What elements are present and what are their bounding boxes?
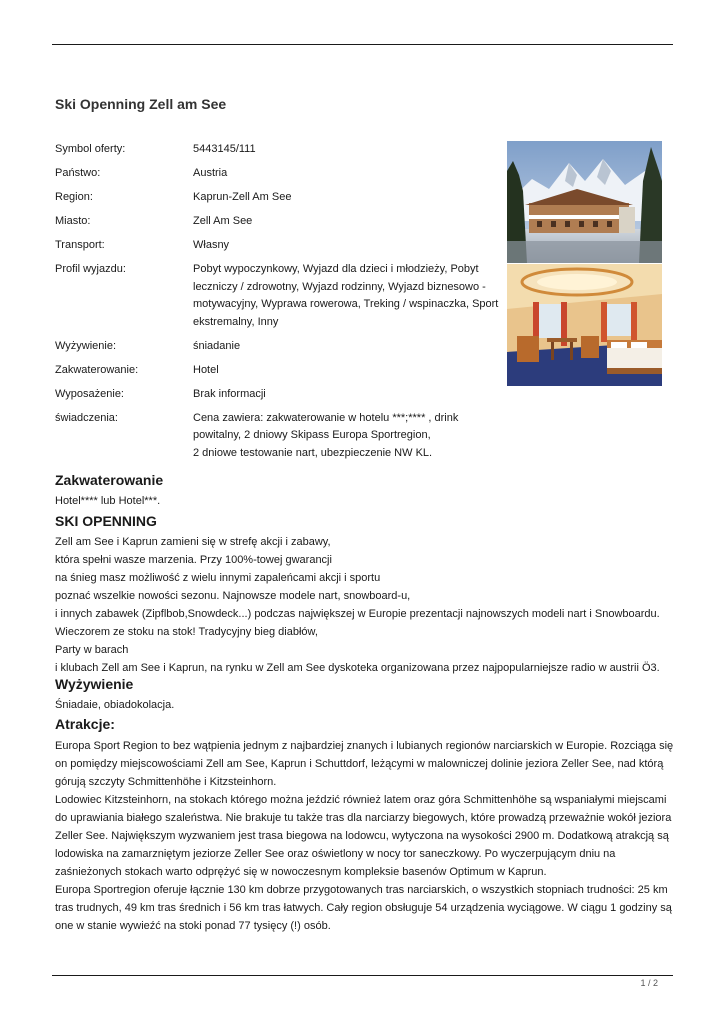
detail-value: 5443145/111 <box>193 143 256 155</box>
detail-label: świadczenia: <box>55 411 118 424</box>
board-text: Śniadaie, obiadokolacja. <box>55 699 175 711</box>
detail-row-symbol <box>55 141 501 159</box>
detail-value: Kaprun-Zell Am See <box>193 191 292 203</box>
hotel-room-photo <box>507 264 662 386</box>
detail-value: Austria <box>193 167 228 179</box>
bottom-rule <box>52 975 673 976</box>
detail-value: Cena zawiera: zakwaterowanie w hotelu ***;**** , drink powitalny, 2 dniowy Skipass Europa Sportregion, 2 dniowe testowanie nart, ubezpieczenie NW KL. <box>193 411 459 459</box>
detail-label: Symbol oferty: <box>55 143 126 155</box>
hotel-exterior-photo <box>507 141 662 263</box>
accommodation-text: Hotel**** lub Hotel***. <box>55 495 161 507</box>
detail-label: Wyposażenie: <box>55 387 124 400</box>
detail-row-city <box>55 213 501 231</box>
page-number: 1 / 2 <box>640 978 658 988</box>
detail-label: Zakwaterowanie: <box>55 363 139 376</box>
detail-label: Region: <box>55 191 93 203</box>
detail-label: Profil wyjazdu: <box>55 263 126 275</box>
detail-value: śniadanie <box>193 339 241 352</box>
detail-row-trip-profile <box>55 261 501 331</box>
attractions-text: Europa Sport Region to bez wątpienia jednym z najbardziej znanych i lubianych regionów narciarskich w Europie. Rozciąga się on pomiędzy miejscowościami Zell am See, Kaprun i Schuttdorf, leżącymi w malowniczej dolinie jeziora Zeller See, nad którą górują szczyty Schmittenhöhe i Kitzsteinhorn. Lodowiec Kitzsteinhorn, na stokach którego można jeździć również latem oraz góra Schmittenhöhe są wspaniałymi miejscami do uprawiania białego szaleństwa. Nie brakuje tu także tras dla narciarzy biegowych, które prowadzą przeważnie wokół jeziora Zeller See. Największym wyzwaniem jest trasa biegowa na lodowcu, wytyczona na wysokości 2900 m. Dodatkową atrakcją są lodowiska na zamarzniętym jeziorze Zeller See oraz oświetlony w nocy tor saneczkowy. Po wyczerpującym dniu na zaśnieżonych stokach warto odprężyć się w nowoczesnym kompleksie basenów Optimum w Kaprun. Europa Sportregion oferuje łącznie 130 km dobrze przygotowanych tras narciarskich, o wszystkich stopniach trudności: 25 km tras trudnych, 49 km tras średnich i 56 km tras łatwych. Cały region obsługuje 54 urządzenia wyciągowe. W ciągu 1 godziny są one w stanie wywieźć na stoki ponad 77 tysięcy (!) osób. <box>55 740 674 932</box>
accommodation-heading: Zakwaterowanie <box>55 472 164 488</box>
detail-value: Hotel <box>193 363 219 376</box>
detail-value: Brak informacji <box>193 387 266 400</box>
board-heading: Wyżywienie <box>55 676 134 692</box>
detail-row-equipment <box>55 386 501 404</box>
detail-row-services <box>55 410 501 463</box>
detail-row-accommodation <box>55 362 501 380</box>
detail-row-board <box>55 338 501 356</box>
detail-value: Pobyt wypoczynkowy, Wyjazd dla dzieci i młodzieży, Pobyt leczniczy / zdrowotny, Wyjazd rodzinny, Wyjazd biznesowo - motywacyjny, Wyprawa rowerowa, Treking / wspinaczka, Sport ekstremalny, Inny <box>193 263 499 328</box>
detail-row-region <box>55 189 501 207</box>
detail-label: Wyżywienie: <box>55 339 117 352</box>
detail-value: Własny <box>193 239 230 251</box>
detail-row-country <box>55 165 501 183</box>
detail-label: Miasto: <box>55 215 91 227</box>
ski-openning-heading: SKI OPENNING <box>55 513 157 529</box>
offer-details-table <box>55 141 501 469</box>
page-title: Ski Openning Zell am See <box>55 96 227 112</box>
detail-label: Państwo: <box>55 167 101 179</box>
detail-row-transport <box>55 237 501 255</box>
attractions-heading: Atrakcje: <box>55 716 115 732</box>
ski-openning-text: Zell am See i Kaprun zamieni się w strefę akcji i zabawy, która spełni wasze marzenia. Przy 100%-towej gwarancji na śnieg masz możliwość z wielu innymi zapaleńcami akcji i sportu poznać wszelkie nowości sezonu. Najnowsze modele nart, snowboard-u, i innych zabawek (Zipflbob,Snowdeck...) podczas największej w Europie prezentacji najnowszych modeli nart i Snowboardu. Wieczorem ze stoku na stok! Tradycyjny bieg diabłów, Party w barach i klubach Zell am See i Kaprun, na rynku w Zell am See dyskoteka organizowana przez najpopularniejsze radio w austrii Ö3. <box>55 536 660 674</box>
top-rule <box>52 44 673 45</box>
detail-label: Transport: <box>55 239 105 251</box>
detail-value: Zell Am See <box>193 215 253 227</box>
